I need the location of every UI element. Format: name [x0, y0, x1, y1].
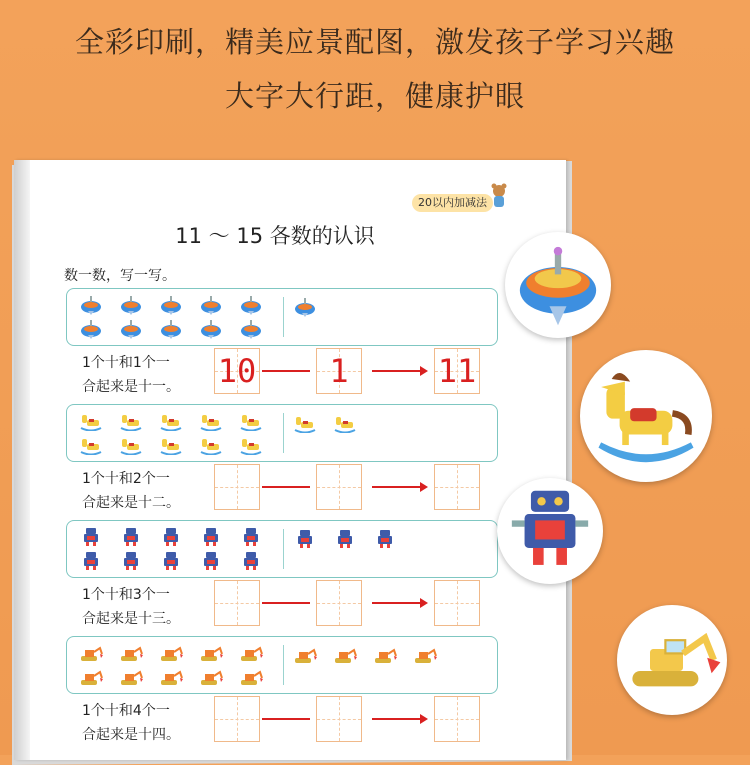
robot-icon — [119, 551, 143, 571]
exercise-line-1: 1个十和2个一 — [82, 471, 170, 487]
robot-icon — [333, 529, 357, 549]
grid-answer — [435, 581, 479, 625]
exercise-line-2: 合起来是十一。 — [82, 379, 180, 395]
bear-icon — [490, 183, 508, 209]
writing-grid[interactable] — [316, 464, 362, 510]
toy-count-box — [66, 520, 498, 578]
spinning-top-icon — [199, 295, 223, 315]
writing-grid[interactable] — [434, 580, 480, 626]
rocking-horse-icon — [79, 435, 103, 455]
arrow-icon — [372, 602, 422, 604]
excavator-icon — [239, 667, 263, 687]
robot-icon — [159, 527, 183, 547]
rocking-horse-icon — [119, 435, 143, 455]
spinning-top-icon — [79, 295, 103, 315]
spinning-top-icon — [159, 295, 183, 315]
writing-grid[interactable] — [434, 348, 480, 394]
writing-grid[interactable] — [434, 696, 480, 742]
grid-answer — [215, 581, 259, 625]
bubble-robot — [497, 478, 603, 584]
robot-icon — [239, 527, 263, 547]
excavator-icon — [293, 645, 317, 665]
spinning-top-icon — [119, 319, 143, 339]
excavator-icon — [333, 645, 357, 665]
grid-answer — [215, 465, 259, 509]
excavator-icon — [373, 645, 397, 665]
plus-dash — [262, 370, 310, 372]
plus-dash — [262, 718, 310, 720]
robot-icon — [119, 527, 143, 547]
rocking-horse-icon — [159, 411, 183, 431]
robot-icon — [199, 527, 223, 547]
toy-count-box — [66, 404, 498, 462]
rocking-horse-icon — [293, 413, 317, 433]
robot-icon — [79, 551, 103, 571]
writing-grid[interactable] — [214, 580, 260, 626]
excavator-icon — [413, 645, 437, 665]
toy-count-box — [66, 636, 498, 694]
spinning-top-icon — [79, 319, 103, 339]
writing-grid[interactable] — [214, 696, 260, 742]
arrow-icon — [372, 718, 422, 720]
spinning-top-icon — [505, 232, 611, 338]
spinning-top-icon — [239, 295, 263, 315]
box-divider — [283, 529, 284, 569]
grid-answer: 11 — [437, 352, 477, 390]
robot-icon — [239, 551, 263, 571]
bubble-spinning-top — [505, 232, 611, 338]
instruction-text: 数一数，写一写。 — [64, 268, 176, 284]
plus-dash — [262, 486, 310, 488]
excavator-icon — [79, 667, 103, 687]
excavator-icon — [79, 643, 103, 663]
rocking-horse-icon — [239, 411, 263, 431]
excavator-icon — [119, 643, 143, 663]
grid-answer — [317, 697, 361, 741]
toy-count-box — [66, 288, 498, 346]
rocking-horse-icon — [79, 411, 103, 431]
grid-answer — [435, 465, 479, 509]
header-line-2: 大字大行距，健康护眼 — [224, 79, 525, 113]
rocking-horse-icon — [159, 435, 183, 455]
excavator-icon — [159, 643, 183, 663]
box-divider — [283, 645, 284, 685]
header-line-1: 全彩印刷，精美应景配图，激发孩子学习兴趣 — [74, 25, 675, 59]
grid-answer — [435, 697, 479, 741]
excavator-icon — [617, 605, 727, 715]
exercise-line-1: 1个十和1个一 — [82, 355, 170, 371]
grid-answer — [317, 581, 361, 625]
robot-icon — [79, 527, 103, 547]
writing-grid[interactable] — [214, 464, 260, 510]
rocking-horse-icon — [199, 411, 223, 431]
grid-answer: 10 — [217, 352, 257, 390]
robot-icon — [373, 529, 397, 549]
grid-answer — [215, 697, 259, 741]
writing-grid[interactable] — [434, 464, 480, 510]
spinning-top-icon — [239, 319, 263, 339]
writing-grid[interactable] — [316, 348, 362, 394]
spinning-top-icon — [293, 297, 317, 317]
robot-icon — [199, 551, 223, 571]
page-gutter — [14, 160, 30, 760]
section-tag: 20以内加减法 — [412, 194, 493, 212]
exercise-line-1: 1个十和3个一 — [82, 587, 170, 603]
spinning-top-icon — [159, 319, 183, 339]
arrow-icon — [372, 486, 422, 488]
box-divider — [283, 413, 284, 453]
exercise-line-2: 合起来是十四。 — [82, 727, 180, 743]
writing-grid[interactable] — [214, 348, 260, 394]
exercise-line-2: 合起来是十二。 — [82, 495, 180, 511]
excavator-icon — [239, 643, 263, 663]
writing-grid[interactable] — [316, 696, 362, 742]
excavator-icon — [159, 667, 183, 687]
spinning-top-icon — [119, 295, 143, 315]
grid-answer — [317, 465, 361, 509]
robot-icon — [293, 529, 317, 549]
plus-dash — [262, 602, 310, 604]
rocking-horse-icon — [119, 411, 143, 431]
rocking-horse-icon — [239, 435, 263, 455]
grid-answer: 1 — [329, 352, 349, 390]
arrow-icon — [372, 370, 422, 372]
exercise-line-1: 1个十和4个一 — [82, 703, 170, 719]
bubble-excavator — [617, 605, 727, 715]
robot-icon — [159, 551, 183, 571]
box-divider — [283, 297, 284, 337]
rocking-horse-icon — [199, 435, 223, 455]
robot-icon — [497, 478, 603, 584]
excavator-icon — [119, 667, 143, 687]
bubble-rocking-horse — [580, 350, 712, 482]
writing-grid[interactable] — [316, 580, 362, 626]
rocking-horse-icon — [333, 413, 357, 433]
excavator-icon — [199, 667, 223, 687]
exercise-line-2: 合起来是十三。 — [82, 611, 180, 627]
page-title: 11 ～ 15 各数的认识 — [175, 224, 375, 248]
spinning-top-icon — [199, 319, 223, 339]
rocking-horse-icon — [580, 350, 712, 482]
excavator-icon — [199, 643, 223, 663]
